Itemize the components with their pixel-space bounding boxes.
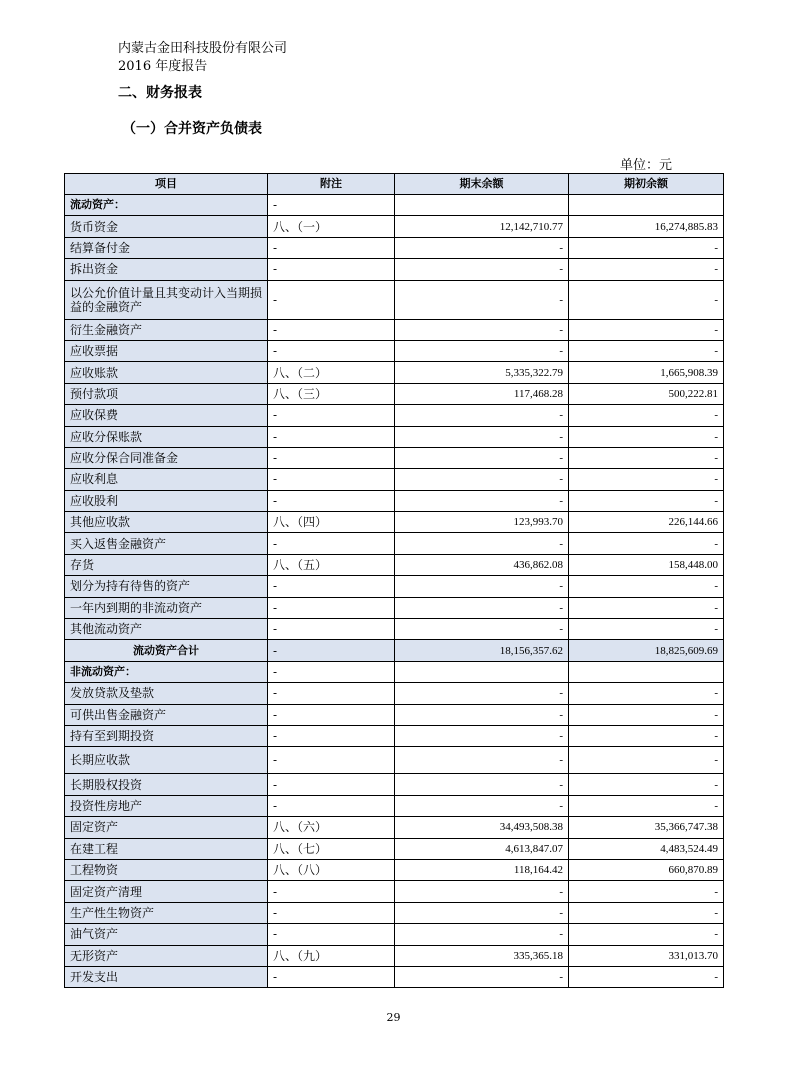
company-name: 内蒙古金田科技股份有限公司 xyxy=(118,41,288,56)
column-header-end-balance: 期末余额 xyxy=(395,174,569,195)
row-end-balance: - xyxy=(395,881,569,902)
row-begin-balance: - xyxy=(569,725,724,746)
row-begin-balance: - xyxy=(569,704,724,725)
row-begin-balance xyxy=(569,661,724,682)
row-item: 以公允价值计量且其变动计入当期损益的金融资产 xyxy=(65,280,268,319)
row-begin-balance: - xyxy=(569,319,724,340)
row-item: 可供出售金融资产 xyxy=(65,704,268,725)
row-begin-balance: - xyxy=(569,747,724,774)
table-row xyxy=(65,469,724,490)
row-item: 应收分保合同准备金 xyxy=(65,447,268,468)
row-item: 存货 xyxy=(65,554,268,575)
row-note: 八、（五） xyxy=(268,554,395,575)
row-note: - xyxy=(268,576,395,597)
row-item: 应收账款 xyxy=(65,362,268,383)
row-item: 划分为持有待售的资产 xyxy=(65,576,268,597)
table-row xyxy=(65,576,724,597)
table-row xyxy=(65,383,724,404)
row-item: 买入返售金融资产 xyxy=(65,533,268,554)
row-end-balance: - xyxy=(395,683,569,704)
row-item: 流动资产： xyxy=(65,195,268,216)
table-row xyxy=(65,838,724,859)
row-note: - xyxy=(268,597,395,618)
row-note: 八、（七） xyxy=(268,838,395,859)
row-item: 开发支出 xyxy=(65,966,268,987)
row-note: 八、（八） xyxy=(268,859,395,880)
row-note: - xyxy=(268,490,395,511)
table-row xyxy=(65,216,724,237)
row-note: - xyxy=(268,966,395,987)
table-header-row xyxy=(65,174,724,195)
column-header-item: 项目 xyxy=(65,174,268,195)
table-row xyxy=(65,195,724,216)
row-item: 持有至到期投资 xyxy=(65,725,268,746)
table-row xyxy=(65,683,724,704)
table-row xyxy=(65,280,724,319)
row-end-balance: - xyxy=(395,774,569,795)
row-item: 结算备付金 xyxy=(65,237,268,258)
table-row xyxy=(65,966,724,987)
row-begin-balance: - xyxy=(569,426,724,447)
row-item: 应收股利 xyxy=(65,490,268,511)
row-item: 油气资产 xyxy=(65,924,268,945)
row-note: - xyxy=(268,447,395,468)
row-note: - xyxy=(268,795,395,816)
row-begin-balance: - xyxy=(569,469,724,490)
row-note: - xyxy=(268,640,395,661)
column-header-note: 附注 xyxy=(268,174,395,195)
row-end-balance: - xyxy=(395,576,569,597)
row-note: - xyxy=(268,469,395,490)
column-header-begin-balance: 期初余额 xyxy=(569,174,724,195)
row-end-balance: 18,156,357.62 xyxy=(395,640,569,661)
row-item: 生产性生物资产 xyxy=(65,902,268,923)
row-begin-balance: - xyxy=(569,597,724,618)
row-end-balance: - xyxy=(395,490,569,511)
row-item: 应收利息 xyxy=(65,469,268,490)
row-begin-balance xyxy=(569,195,724,216)
row-begin-balance: - xyxy=(569,447,724,468)
row-note: - xyxy=(268,747,395,774)
row-note: 八、（一） xyxy=(268,216,395,237)
table-row xyxy=(65,362,724,383)
row-end-balance: - xyxy=(395,795,569,816)
balance-sheet-table xyxy=(64,173,724,988)
row-end-balance: - xyxy=(395,447,569,468)
row-item: 固定资产 xyxy=(65,817,268,838)
row-end-balance: - xyxy=(395,597,569,618)
row-end-balance: 4,613,847.07 xyxy=(395,838,569,859)
row-item: 一年内到期的非流动资产 xyxy=(65,597,268,618)
row-note: 八、（九） xyxy=(268,945,395,966)
row-begin-balance: - xyxy=(569,533,724,554)
row-end-balance: - xyxy=(395,237,569,258)
table-row xyxy=(65,512,724,533)
table-row xyxy=(65,619,724,640)
row-note: 八、（二） xyxy=(268,362,395,383)
table-row xyxy=(65,405,724,426)
row-end-balance: - xyxy=(395,533,569,554)
table-row xyxy=(65,640,724,661)
row-begin-balance: 500,222.81 xyxy=(569,383,724,404)
table-row xyxy=(65,902,724,923)
row-begin-balance: - xyxy=(569,619,724,640)
row-begin-balance: - xyxy=(569,340,724,361)
table-row xyxy=(65,237,724,258)
row-note: 八、（四） xyxy=(268,512,395,533)
unit-label: 单位：元 xyxy=(619,158,672,173)
row-begin-balance: 1,665,908.39 xyxy=(569,362,724,383)
row-item: 衍生金融资产 xyxy=(65,319,268,340)
row-note: - xyxy=(268,774,395,795)
table-row xyxy=(65,597,724,618)
row-item: 预付款项 xyxy=(65,383,268,404)
table-row xyxy=(65,426,724,447)
row-end-balance: 34,493,508.38 xyxy=(395,817,569,838)
table-row xyxy=(65,340,724,361)
row-item: 其他应收款 xyxy=(65,512,268,533)
row-item: 长期应收款 xyxy=(65,747,268,774)
table-row xyxy=(65,774,724,795)
row-end-balance: 123,993.70 xyxy=(395,512,569,533)
row-end-balance: 335,365.18 xyxy=(395,945,569,966)
table-row xyxy=(65,704,724,725)
row-note: - xyxy=(268,280,395,319)
table-body xyxy=(65,195,724,988)
row-end-balance: 5,335,322.79 xyxy=(395,362,569,383)
table-row xyxy=(65,859,724,880)
row-begin-balance: 660,870.89 xyxy=(569,859,724,880)
row-item: 发放贷款及垫款 xyxy=(65,683,268,704)
row-begin-balance: 4,483,524.49 xyxy=(569,838,724,859)
row-item: 投资性房地产 xyxy=(65,795,268,816)
row-item: 固定资产清理 xyxy=(65,881,268,902)
row-end-balance: - xyxy=(395,426,569,447)
table-row xyxy=(65,490,724,511)
row-end-balance: - xyxy=(395,259,569,280)
row-end-balance: - xyxy=(395,340,569,361)
row-item: 流动资产合计 xyxy=(65,640,268,661)
row-begin-balance: - xyxy=(569,280,724,319)
table-row xyxy=(65,259,724,280)
row-end-balance: 12,142,710.77 xyxy=(395,216,569,237)
table-row xyxy=(65,661,724,682)
row-item: 拆出资金 xyxy=(65,259,268,280)
row-end-balance: - xyxy=(395,704,569,725)
row-end-balance: - xyxy=(395,902,569,923)
row-begin-balance: - xyxy=(569,881,724,902)
report-year: 2016 年度报告 xyxy=(118,59,208,74)
row-begin-balance: - xyxy=(569,237,724,258)
row-note: - xyxy=(268,259,395,280)
row-begin-balance: - xyxy=(569,795,724,816)
row-begin-balance: 331,013.70 xyxy=(569,945,724,966)
row-end-balance: - xyxy=(395,469,569,490)
row-item: 无形资产 xyxy=(65,945,268,966)
table-row xyxy=(65,725,724,746)
table-row xyxy=(65,319,724,340)
row-end-balance: - xyxy=(395,619,569,640)
row-begin-balance: - xyxy=(569,902,724,923)
row-end-balance: - xyxy=(395,966,569,987)
row-begin-balance: 35,366,747.38 xyxy=(569,817,724,838)
row-note: - xyxy=(268,661,395,682)
row-note: - xyxy=(268,195,395,216)
row-begin-balance: - xyxy=(569,966,724,987)
table-row xyxy=(65,945,724,966)
row-note: - xyxy=(268,704,395,725)
row-begin-balance: - xyxy=(569,683,724,704)
row-end-balance: - xyxy=(395,405,569,426)
row-note: - xyxy=(268,237,395,258)
row-note: - xyxy=(268,683,395,704)
row-note: - xyxy=(268,319,395,340)
row-item: 应收分保账款 xyxy=(65,426,268,447)
row-end-balance: - xyxy=(395,924,569,945)
row-begin-balance: - xyxy=(569,405,724,426)
subsection-title: （一）合并资产负债表 xyxy=(122,121,262,137)
row-item: 在建工程 xyxy=(65,838,268,859)
row-begin-balance: - xyxy=(569,576,724,597)
row-begin-balance: 158,448.00 xyxy=(569,554,724,575)
row-end-balance: - xyxy=(395,280,569,319)
row-begin-balance: 226,144.66 xyxy=(569,512,724,533)
row-begin-balance: 18,825,609.69 xyxy=(569,640,724,661)
row-item: 长期股权投资 xyxy=(65,774,268,795)
row-begin-balance: - xyxy=(569,490,724,511)
row-note: - xyxy=(268,924,395,945)
row-item: 其他流动资产 xyxy=(65,619,268,640)
row-end-balance xyxy=(395,661,569,682)
row-end-balance: - xyxy=(395,319,569,340)
row-item: 非流动资产： xyxy=(65,661,268,682)
row-end-balance xyxy=(395,195,569,216)
row-note: - xyxy=(268,725,395,746)
row-end-balance: 436,862.08 xyxy=(395,554,569,575)
table-row xyxy=(65,447,724,468)
row-note: 八、（六） xyxy=(268,817,395,838)
table-row xyxy=(65,924,724,945)
row-end-balance: - xyxy=(395,747,569,774)
row-note: - xyxy=(268,881,395,902)
row-note: 八、（三） xyxy=(268,383,395,404)
row-begin-balance: - xyxy=(569,259,724,280)
row-note: - xyxy=(268,533,395,554)
row-begin-balance: - xyxy=(569,924,724,945)
row-item: 货币资金 xyxy=(65,216,268,237)
table-row xyxy=(65,533,724,554)
section-title: 二、财务报表 xyxy=(118,85,202,101)
table-row xyxy=(65,795,724,816)
row-note: - xyxy=(268,340,395,361)
row-end-balance: - xyxy=(395,725,569,746)
table-row xyxy=(65,881,724,902)
table-row xyxy=(65,747,724,774)
row-note: - xyxy=(268,902,395,923)
row-end-balance: 117,468.28 xyxy=(395,383,569,404)
row-end-balance: 118,164.42 xyxy=(395,859,569,880)
row-item: 工程物资 xyxy=(65,859,268,880)
row-note: - xyxy=(268,426,395,447)
row-begin-balance: - xyxy=(569,774,724,795)
page-number: 29 xyxy=(386,1011,401,1024)
row-begin-balance: 16,274,885.83 xyxy=(569,216,724,237)
row-note: - xyxy=(268,619,395,640)
row-note: - xyxy=(268,405,395,426)
row-item: 应收票据 xyxy=(65,340,268,361)
table-row xyxy=(65,817,724,838)
row-item: 应收保费 xyxy=(65,405,268,426)
table-row xyxy=(65,554,724,575)
